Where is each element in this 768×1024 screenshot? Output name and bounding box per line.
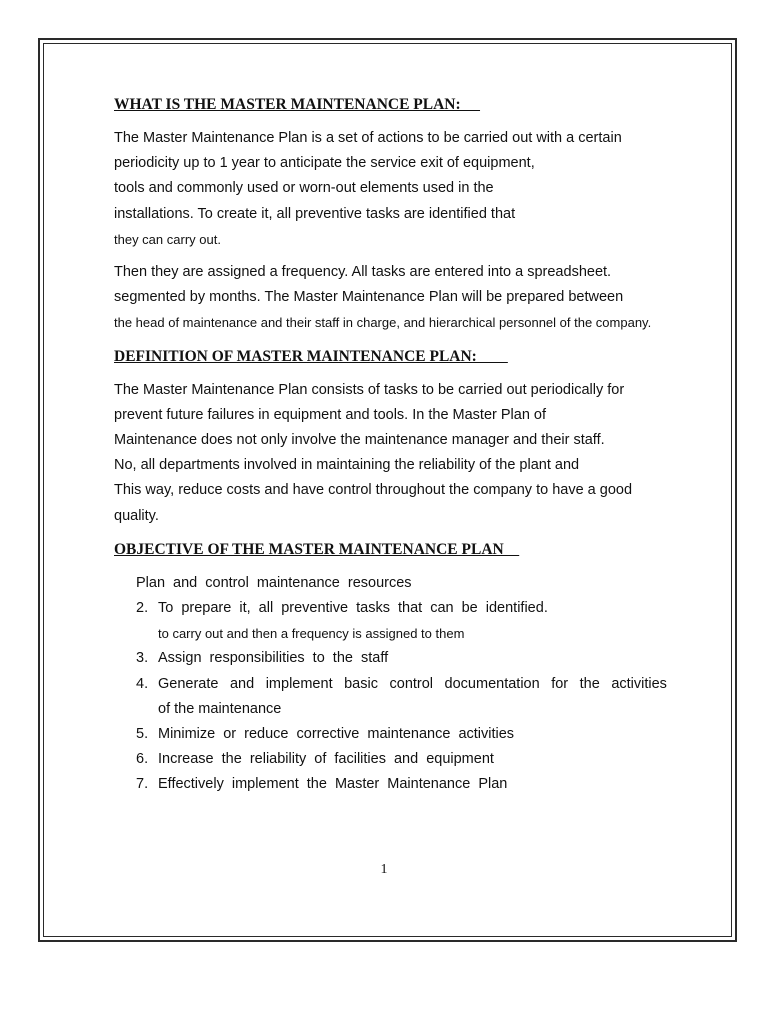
text-line: Maintenance does not only involve the maintenance manager and their staff. <box>114 432 605 449</box>
list-item-number: 3. <box>136 650 149 667</box>
list-item-number: 7. <box>136 776 149 793</box>
text-line: No, all departments involved in maintaining the reliability of the plant and <box>114 457 580 474</box>
heading-definition: DEFINITION OF MASTER MAINTENANCE PLAN: <box>114 347 508 365</box>
list-item <box>136 571 689 596</box>
list-item <box>136 747 689 772</box>
document-body <box>114 94 689 798</box>
list-item-continuation: to carry out and then a frequency is assigned to them <box>158 626 465 642</box>
page-number: 1 <box>380 862 388 877</box>
list-item <box>136 672 689 697</box>
text-line: the head of maintenance and their staff in charge, and hierarchical personnel of the company. <box>114 315 652 331</box>
text-line: they can carry out. <box>114 231 221 247</box>
list-item-text: To prepare it, all preventive tasks that can be identified. <box>158 600 548 617</box>
text-line: quality. <box>114 507 159 524</box>
list-item-text: Generate and implement basic control documentation for the activities <box>158 675 667 692</box>
text-line: The Master Maintenance Plan consists of tasks to be carried out periodically for <box>114 381 625 398</box>
text-line: This way, reduce costs and have control throughout the company to have a good <box>114 482 633 499</box>
text-line: installations. To create it, all preventive tasks are identified that <box>114 205 516 222</box>
list-item-number: 4. <box>136 675 149 692</box>
heading-objective: OBJECTIVE OF THE MASTER MAINTENANCE PLAN <box>114 540 520 558</box>
text-line: tools and commonly used or worn-out elements used in the <box>114 180 494 197</box>
text-line: segmented by months. The Master Maintenance Plan will be prepared between <box>114 289 624 306</box>
list-item-text: Effectively implement the Master Maintenance Plan <box>158 776 508 793</box>
text-line: periodicity up to 1 year to anticipate the service exit of equipment, <box>114 155 535 172</box>
text-line: prevent future failures in equipment and tools. In the Master Plan of <box>114 406 547 423</box>
list-item-text: Minimize or reduce corrective maintenance activities <box>158 726 515 743</box>
paragraph-what-is-1 <box>114 126 689 252</box>
paragraph-definition <box>114 378 689 529</box>
list-item <box>136 772 689 797</box>
list-item <box>136 722 689 747</box>
text-line: The Master Maintenance Plan is a set of actions to be carried out with a certain <box>114 130 622 146</box>
list-item-text: Plan and control maintenance resources <box>136 574 412 591</box>
list-item-number: 2. <box>136 600 149 617</box>
objective-list <box>114 571 689 798</box>
list-item-text: Increase the reliability of facilities and equipment <box>158 751 494 768</box>
list-item-number: 6. <box>136 751 149 768</box>
text-line: Then they are assigned a frequency. All tasks are entered into a spreadsheet. <box>114 264 612 281</box>
heading-what-is: WHAT IS THE MASTER MAINTENANCE PLAN: <box>114 96 481 113</box>
list-item-text: Assign responsibilities to the staff <box>158 650 389 667</box>
list-item <box>136 596 689 621</box>
list-item <box>136 646 689 671</box>
list-item-number: 5. <box>136 726 149 743</box>
paragraph-what-is-2 <box>114 260 689 336</box>
list-item-continuation: of the maintenance <box>158 700 282 717</box>
